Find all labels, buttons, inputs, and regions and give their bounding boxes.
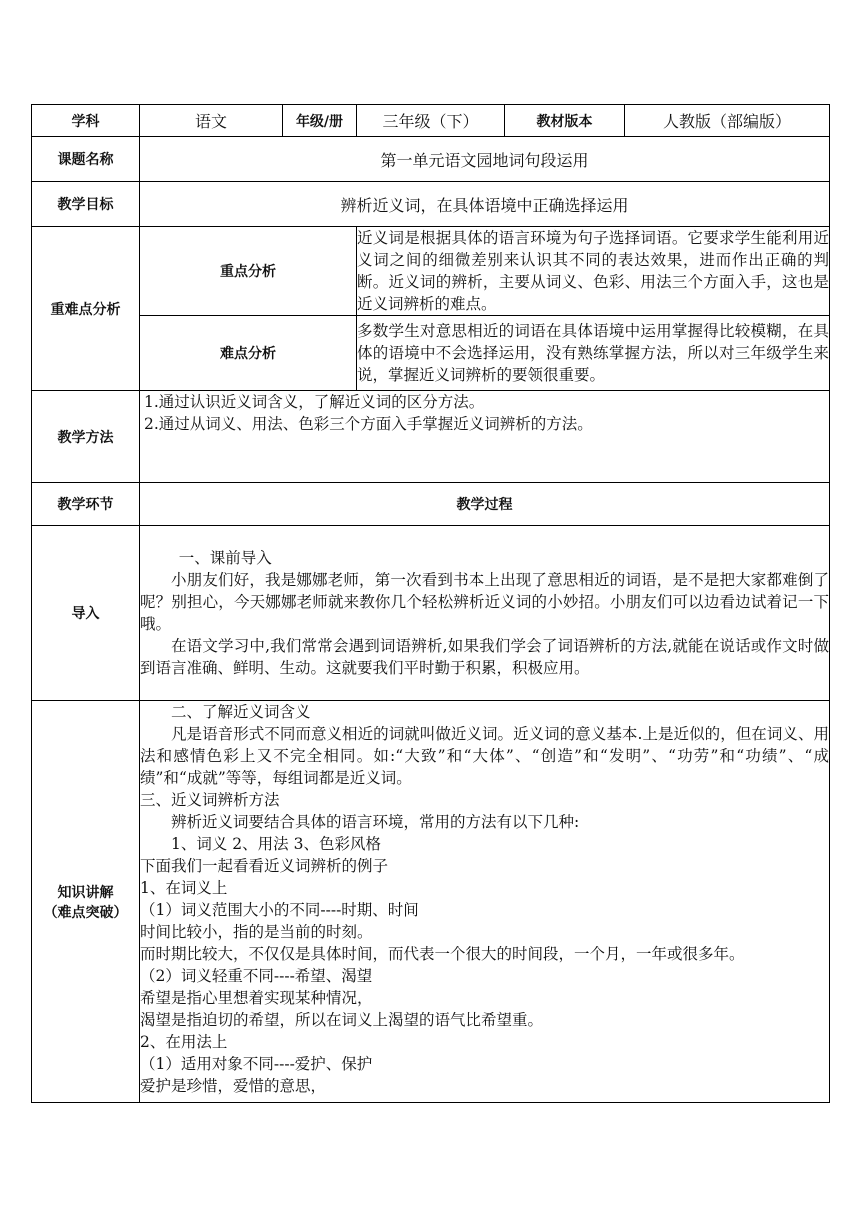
knowledge-line: （1）适用对象不同----爱护、保护 bbox=[140, 1055, 373, 1073]
goal-value: 辨析近义词，在具体语境中正确选择运用 bbox=[140, 182, 830, 227]
knowledge-line: 下面我们一起看看近义词辨析的例子 bbox=[140, 857, 389, 875]
intro-label: 导入 bbox=[32, 526, 140, 701]
process-header-value: 教学过程 bbox=[140, 483, 830, 526]
knowledge-line: 时间比较小，指的是当前的时刻。 bbox=[140, 923, 373, 941]
knowledge-line: 凡是语音形式不同而意义相近的词就叫做近义词。近义词的意义基本.上是近似的，但在词义、用法和感情色彩上又不完全相同。如:“大致”和“大体”、“创造”和“发明”、“功劳”和“功绩”、“成绩”和“成就”等等，每组词都是近义词。 bbox=[140, 725, 829, 787]
intro-row bbox=[32, 526, 830, 701]
knowledge-line: 二、了解近义词含义 bbox=[171, 703, 311, 721]
edition-value: 人教版（部编版） bbox=[625, 105, 830, 137]
knowledge-line: 辨析近义词要结合具体的语言环境，常用的方法有以下几种: bbox=[171, 813, 580, 831]
methods-list bbox=[140, 391, 830, 483]
key-point-text: 近义词是根据具体的语言环境为句子选择词语。它要求学生能利用近义词之间的细微差别来认识其不同的表达效果，进而作出正确的判断。近义词的辨析，主要从词义、色彩、用法三个方面入手，这也是近义词辨析的难点。 bbox=[357, 227, 830, 316]
knowledge-row bbox=[32, 701, 830, 1103]
subject-label: 学科 bbox=[32, 105, 140, 137]
subject-value: 语文 bbox=[140, 105, 283, 137]
knowledge-line: 1、在词义上 bbox=[140, 879, 228, 897]
intro-paragraph: 小朋友们好，我是娜娜老师，第一次看到书本上出现了意思相近的词语，是不是把大家都难倒了呢？别担心，今天娜娜老师就来教你几个轻松辨析近义词的小妙招。小朋友们可以边看边试着记一下哦。 bbox=[140, 571, 829, 633]
intro-heading: 一、课前导入 bbox=[178, 549, 272, 567]
topic-label: 课题名称 bbox=[32, 137, 140, 182]
methods-row bbox=[32, 391, 830, 483]
knowledge-line: 而时期比较大，不仅仅是具体时间，而代表一个很大的时间段，一个月，一年或很多年。 bbox=[140, 945, 745, 963]
methods-label: 教学方法 bbox=[32, 391, 140, 483]
knowledge-content bbox=[140, 701, 830, 1103]
intro-content bbox=[140, 526, 830, 701]
method-item: 1.通过认识近义词含义，了解近义词的区分方法。 bbox=[144, 393, 485, 411]
topic-value: 第一单元语文园地词句段运用 bbox=[140, 137, 830, 182]
goal-row bbox=[32, 182, 830, 227]
difficulty-label: 重难点分析 bbox=[32, 227, 140, 391]
topic-row bbox=[32, 137, 830, 182]
grade-value: 三年级（下） bbox=[357, 105, 505, 137]
method-item: 2.通过从词义、用法、色彩三个方面入手掌握近义词辨析的方法。 bbox=[144, 415, 593, 433]
key-point-label: 重点分析 bbox=[140, 227, 357, 316]
process-header-row bbox=[32, 483, 830, 526]
goal-label: 教学目标 bbox=[32, 182, 140, 227]
lesson-plan-table bbox=[31, 104, 830, 1103]
hard-point-label: 难点分析 bbox=[140, 316, 357, 391]
knowledge-line: 希望是指心里想着实现某种情况， bbox=[140, 989, 373, 1007]
key-point-row bbox=[32, 227, 830, 316]
grade-label: 年级/册 bbox=[283, 105, 357, 137]
knowledge-line: 爱护是珍惜，爱惜的意思， bbox=[140, 1077, 327, 1095]
intro-paragraph: 在语文学习中,我们常常会遇到词语辨析,如果我们学会了词语辨析的方法,就能在说话或作文时做到语言准确、鲜明、生动。这就要我们平时勤于积累，积极应用。 bbox=[140, 637, 829, 677]
knowledge-label bbox=[32, 701, 140, 1103]
knowledge-line: 渴望是指迫切的希望，所以在词义上渴望的语气比希望重。 bbox=[140, 1011, 544, 1029]
knowledge-line: 1、词义 2、用法 3、色彩风格 bbox=[171, 835, 381, 853]
hard-point-text: 多数学生对意思相近的词语在具体语境中运用掌握得比较模糊，在具体的语境中不会选择运用，没有熟练掌握方法，所以对三年级学生来说，掌握近义词辨析的要领很重要。 bbox=[357, 316, 830, 391]
knowledge-label-line: 知识讲解 bbox=[57, 884, 114, 901]
knowledge-line: （1）词义范围大小的不同----时期、时间 bbox=[140, 901, 419, 919]
knowledge-label-sub: （难点突破） bbox=[43, 904, 128, 921]
knowledge-line: 三、近义词辨析方法 bbox=[140, 791, 280, 809]
knowledge-line: （2）词义轻重不同----希望、渴望 bbox=[140, 967, 373, 985]
process-step-label: 教学环节 bbox=[32, 483, 140, 526]
header-row bbox=[32, 105, 830, 137]
knowledge-line: 2、在用法上 bbox=[140, 1033, 228, 1051]
edition-label: 教材版本 bbox=[505, 105, 625, 137]
hard-point-row bbox=[32, 316, 830, 391]
